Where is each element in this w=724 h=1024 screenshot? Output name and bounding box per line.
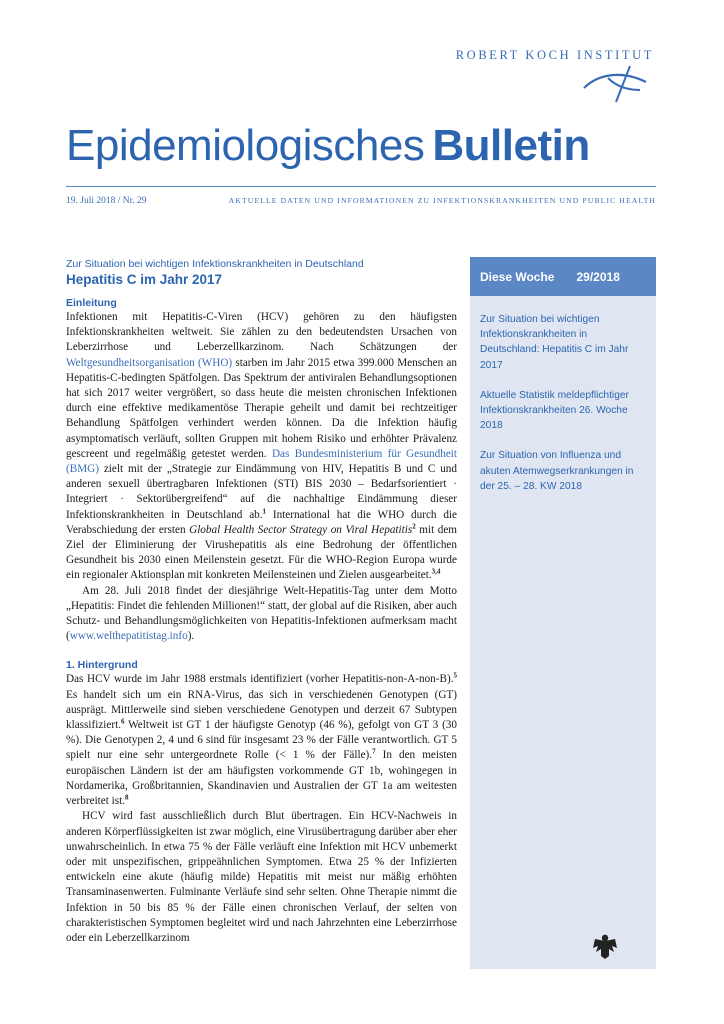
sidebar-this-week	[470, 257, 656, 969]
body-paragraph	[66, 809, 457, 946]
text-run: Es handelt sich um ein RNA-Virus, das sich in verschiedenen Genotypen (GT) ausprägt. Mittlerweile sind sieben verschiedene Genotypen und derzeit 67 Subtypen klassifiziert.	[66, 688, 457, 732]
footnote-ref: 8	[125, 793, 129, 802]
body-paragraph	[66, 310, 457, 584]
text-run: mit dem Ziel der Eliminierung der Virushepatitis als eine Bedrohung der öffentlichen Gesundheit bis 2030 einen Meilenstein gesetzt. Für die WHO-Region Europa wurde ein regionaler Aktionsplan mit konkreten Meilensteinen und Zielen ausgearbeitet.	[66, 523, 457, 582]
sidebar-title: Diese Woche	[480, 269, 555, 284]
text-run: International hat die WHO durch die Verabschiedung der ersten	[66, 508, 457, 536]
article-kicker: Zur Situation bei wichtigen Infektionskrankheiten in Deutschland	[66, 258, 364, 270]
issue-line	[66, 196, 656, 206]
footnote-ref: 3,4	[431, 567, 441, 576]
article-title: Hepatitis C im Jahr 2017	[66, 272, 223, 287]
text-run: Am 28. Juli 2018 findet der diesjährige Welt-Hepatitis-Tag unter dem Motto „Hepatitis: Findet die fehlenden Millionen!“ statt, der global auf die Risiken, aber auch Schutz- und Behandlungsmöglichkeiten von Hepatitis-Infektionen aufmerksam macht (	[66, 584, 457, 643]
masthead-bold: Bulletin	[432, 121, 590, 170]
sidebar-issue: 29/2018	[576, 269, 620, 284]
footnote-ref: 6	[121, 717, 125, 726]
sidebar-item[interactable]: Zur Situation bei wichtigen Infektionskrankheiten in Deutschland: Hepatitis C im Jahr 2017	[480, 314, 629, 371]
publisher-header	[0, 0, 724, 100]
text-run: Weltweit ist GT 1 der häufigste Genotyp (46 %), gefolgt von GT 3 (30 %). Die Genotypen 2, 4 und 6 sind für insgesamt 23 % der Fälle verantwortlich. GT 5 spielt nur eine sehr untergeordnete Rolle (< 1 % der Fälle).	[66, 719, 457, 762]
header-rule	[66, 186, 656, 187]
sidebar-list	[470, 296, 656, 494]
footnote-ref: 1	[262, 506, 267, 515]
masthead	[66, 120, 590, 172]
text-run: zielt mit der „Strategie zur Eindämmung von HIV, Hepatitis B und C und anderen sexuell übertragbaren Infektionen (STI) BIS 2030 – Bedarfsorientiert · Integriert · Sektorübergreifend“ auf die nachhaltige Eindämmung dieser Infektionskrankheiten in Deutschland ab.	[66, 463, 457, 521]
article-body	[66, 296, 457, 946]
text-run: Das HCV wurde im Jahr 1988 erstmals identifiziert (vorher Hepatitis-non-A-non-B).	[66, 673, 454, 686]
rki-logo-icon	[582, 60, 648, 106]
inline-link[interactable]: Weltgesundheitsorganisation (WHO)	[66, 356, 233, 369]
sidebar-item[interactable]: Aktuelle Statistik meldepflichtiger Infektionskrankheiten 26. Woche 2018	[480, 389, 629, 432]
text-run: starben im Jahr 2015 etwa 399.000 Menschen an Hepatitis-C-bedingten Spätfolgen. Das Spektrum der antiviralen Behandlungsoptionen hat sich 2017 weiter vergrößert, so dass heute die meisten chronischen Infektionen durch eine effektive medikamentöse Therapie geheilt und damit bei rechtzeitiger Behandlung Spätfolgen verhindert werden können. Da die Infektion häufig asymptomatisch verläuft, sollten Gruppen mit hohem Risiko und erhöhter Prävalenz gescreent und regelmäßig getestet werden.	[66, 356, 457, 460]
article	[66, 257, 457, 946]
text-run: Infektionen mit Hepatitis-C-Viren (HCV) gehören zu den häufigsten Infektionskrankheiten weltweit. Sie zählen zu den bedeutendsten Ursachen von Leberzirrhose und Leberzellkarzinom. Nach Schätzungen der	[66, 311, 457, 354]
issue-date-number: 19. Juli 2018 / Nr. 29	[66, 196, 147, 206]
federal-eagle-icon	[592, 932, 618, 960]
text-run: In den meisten europäischen Ländern ist der am häufigsten vorkommende GT 1b, wohingegen in Nordamerika, Großbritannien, Skandinavien und Australien der GT 1a am weitesten verbreitet ist.	[66, 749, 457, 808]
publisher-name: ROBERT KOCH INSTITUT	[455, 48, 654, 62]
issue-tagline: AKTUELLE DATEN UND INFORMATIONEN ZU INFEKTIONSKRANKHEITEN UND PUBLIC HEALTH	[228, 196, 656, 205]
footnote-ref: 7	[372, 747, 376, 756]
body-paragraph	[66, 672, 457, 809]
section-heading: Einleitung	[66, 297, 117, 309]
section-heading: 1. Hintergrund	[66, 659, 138, 672]
footnote-ref: 5	[453, 671, 457, 680]
text-run: ).	[187, 630, 195, 643]
body-paragraph	[66, 584, 457, 645]
sidebar-header	[470, 257, 656, 296]
sidebar-item[interactable]: Zur Situation von Influenza und akuten Atemwegserkrankungen in der 25. – 28. KW 2018	[480, 450, 634, 492]
text-run: Global Health Sector Strategy on Viral Hepatitis	[189, 523, 413, 536]
inline-link[interactable]: www.welthepatitistag.info	[69, 630, 188, 643]
footnote-ref: 2	[412, 522, 416, 531]
text-run: HCV wird fast ausschließlich durch Blut übertragen. Ein HCV-Nachweis in anderen Körperflüssigkeiten ist zwar möglich, eine Virusübertragung darüber aber eher unwahrscheinlich. In etwa 75 % der Fälle verläuft eine Infektion mit HCV unbemerkt oder mit unspezifischen, grippeähnlichen Symptomen. Etwa 25 % der Infizierten entwickeln eine akute (häufig milde) Hepatitis mit meist nur mäßig erhöhten Transaminasenwerten. Fulminante Verläufe sind sehr selten. Ohne Therapie nimmt die Infektion in 50 bis 85 % der Fälle einen chronischen Verlauf, der selten von charakteristischen Symptomen begleitet wird und nach Jahrzehnten eine Leberzirrhose oder ein Leberzellkarzinom	[66, 810, 457, 944]
inline-link[interactable]: Das Bundesministerium für Gesundheit (BMG)	[66, 447, 458, 476]
masthead-light: Epidemiologisches	[66, 121, 425, 170]
